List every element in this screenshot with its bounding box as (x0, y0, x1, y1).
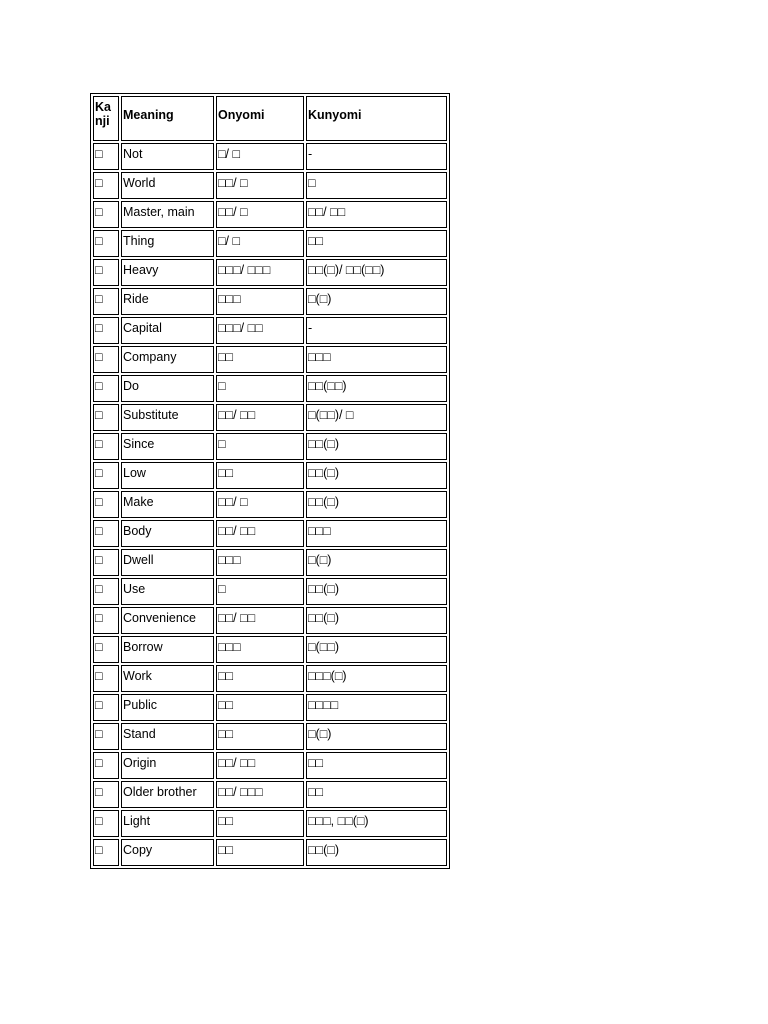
cell-kanji: □ (93, 375, 119, 402)
table-row (93, 433, 447, 460)
cell-onyomi: □□/ □□ (216, 752, 304, 779)
cell-meaning: Heavy (121, 259, 214, 286)
cell-kanji: □ (93, 462, 119, 489)
table-row (93, 665, 447, 692)
cell-onyomi: □□/ □□ (216, 607, 304, 634)
table-row (93, 462, 447, 489)
cell-kanji: □ (93, 433, 119, 460)
cell-kanji: □ (93, 404, 119, 431)
header-kunyomi: Kunyomi (306, 96, 447, 141)
cell-meaning: Capital (121, 317, 214, 344)
cell-meaning: Since (121, 433, 214, 460)
cell-meaning: Master, main (121, 201, 214, 228)
cell-meaning: Light (121, 810, 214, 837)
cell-onyomi: □□□ (216, 288, 304, 315)
cell-kunyomi: □□(□) (306, 578, 447, 605)
table-row (93, 172, 447, 199)
cell-onyomi: □□ (216, 462, 304, 489)
cell-meaning: Dwell (121, 549, 214, 576)
cell-onyomi: □□/ □ (216, 172, 304, 199)
cell-kanji: □ (93, 578, 119, 605)
cell-meaning: Use (121, 578, 214, 605)
header-kanji: Kanji (93, 96, 119, 141)
cell-meaning: Make (121, 491, 214, 518)
cell-onyomi: □□ (216, 810, 304, 837)
cell-meaning: Not (121, 143, 214, 170)
table-row (93, 723, 447, 750)
table-row (93, 404, 447, 431)
table-row (93, 491, 447, 518)
cell-kunyomi: □□(□) (306, 607, 447, 634)
cell-kunyomi: - (306, 143, 447, 170)
cell-onyomi: □/ □ (216, 143, 304, 170)
cell-kanji: □ (93, 549, 119, 576)
cell-meaning: Public (121, 694, 214, 721)
cell-meaning: Borrow (121, 636, 214, 663)
cell-onyomi: □□□ (216, 636, 304, 663)
table-row (93, 578, 447, 605)
cell-kunyomi: □□(□) (306, 839, 447, 866)
cell-kunyomi: □□ (306, 781, 447, 808)
cell-onyomi: □ (216, 578, 304, 605)
cell-kanji: □ (93, 288, 119, 315)
cell-meaning: Work (121, 665, 214, 692)
table-row (93, 520, 447, 547)
cell-onyomi: □/ □ (216, 230, 304, 257)
cell-kunyomi: □(□□) (306, 636, 447, 663)
cell-kunyomi: □□(□)/ □□(□□) (306, 259, 447, 286)
table-row (93, 781, 447, 808)
header-meaning: Meaning (121, 96, 214, 141)
cell-kunyomi: □(□) (306, 288, 447, 315)
table-row (93, 317, 447, 344)
cell-kanji: □ (93, 230, 119, 257)
cell-kunyomi: □ (306, 172, 447, 199)
cell-kanji: □ (93, 607, 119, 634)
cell-kunyomi: □□□□ (306, 694, 447, 721)
cell-kanji: □ (93, 201, 119, 228)
cell-kunyomi: □(□) (306, 549, 447, 576)
cell-kunyomi: □□(□) (306, 462, 447, 489)
cell-onyomi: □ (216, 375, 304, 402)
cell-meaning: World (121, 172, 214, 199)
table-row (93, 346, 447, 373)
cell-meaning: Ride (121, 288, 214, 315)
cell-kanji: □ (93, 810, 119, 837)
cell-kunyomi: - (306, 317, 447, 344)
cell-kanji: □ (93, 520, 119, 547)
cell-meaning: Low (121, 462, 214, 489)
table-row (93, 752, 447, 779)
table-header-row (93, 96, 447, 141)
cell-kanji: □ (93, 636, 119, 663)
kanji-table (90, 93, 450, 869)
table-row (93, 636, 447, 663)
cell-meaning: Convenience (121, 607, 214, 634)
cell-kanji: □ (93, 781, 119, 808)
cell-kanji: □ (93, 723, 119, 750)
cell-meaning: Thing (121, 230, 214, 257)
cell-kunyomi: □(□) (306, 723, 447, 750)
cell-meaning: Stand (121, 723, 214, 750)
cell-onyomi: □□/ □ (216, 201, 304, 228)
table-row (93, 230, 447, 257)
cell-onyomi: □□/ □ (216, 491, 304, 518)
table-row (93, 201, 447, 228)
cell-kanji: □ (93, 172, 119, 199)
cell-meaning: Body (121, 520, 214, 547)
cell-kunyomi: □□□(□) (306, 665, 447, 692)
cell-kanji: □ (93, 143, 119, 170)
cell-onyomi: □□ (216, 723, 304, 750)
cell-kunyomi: □(□□)/ □ (306, 404, 447, 431)
cell-kanji: □ (93, 694, 119, 721)
cell-meaning: Substitute (121, 404, 214, 431)
table-row (93, 549, 447, 576)
cell-kanji: □ (93, 346, 119, 373)
cell-onyomi: □□ (216, 346, 304, 373)
cell-onyomi: □□□ (216, 549, 304, 576)
cell-kanji: □ (93, 259, 119, 286)
cell-onyomi: □□ (216, 839, 304, 866)
cell-onyomi: □ (216, 433, 304, 460)
cell-onyomi: □□ (216, 694, 304, 721)
cell-kanji: □ (93, 665, 119, 692)
table-row (93, 810, 447, 837)
cell-kunyomi: □□(□) (306, 433, 447, 460)
cell-meaning: Copy (121, 839, 214, 866)
cell-meaning: Origin (121, 752, 214, 779)
cell-kunyomi: □□ (306, 752, 447, 779)
table-row (93, 839, 447, 866)
cell-meaning: Do (121, 375, 214, 402)
cell-kanji: □ (93, 752, 119, 779)
cell-onyomi: □□□/ □□ (216, 317, 304, 344)
table-row (93, 143, 447, 170)
cell-onyomi: □□ (216, 665, 304, 692)
cell-onyomi: □□/ □□□ (216, 781, 304, 808)
cell-kanji: □ (93, 317, 119, 344)
table-row (93, 288, 447, 315)
table-row (93, 607, 447, 634)
cell-onyomi: □□/ □□ (216, 520, 304, 547)
cell-onyomi: □□□/ □□□ (216, 259, 304, 286)
table-body (93, 143, 447, 866)
cell-kanji: □ (93, 491, 119, 518)
cell-meaning: Company (121, 346, 214, 373)
cell-kunyomi: □□□ (306, 520, 447, 547)
cell-kunyomi: □□(□) (306, 491, 447, 518)
cell-kunyomi: □□/ □□ (306, 201, 447, 228)
cell-kunyomi: □□ (306, 230, 447, 257)
cell-kanji: □ (93, 839, 119, 866)
table-row (93, 694, 447, 721)
cell-kunyomi: □□□, □□(□) (306, 810, 447, 837)
cell-kunyomi: □□□ (306, 346, 447, 373)
header-onyomi: Onyomi (216, 96, 304, 141)
cell-meaning: Older brother (121, 781, 214, 808)
cell-onyomi: □□/ □□ (216, 404, 304, 431)
table-row (93, 259, 447, 286)
table-row (93, 375, 447, 402)
cell-kunyomi: □□(□□) (306, 375, 447, 402)
